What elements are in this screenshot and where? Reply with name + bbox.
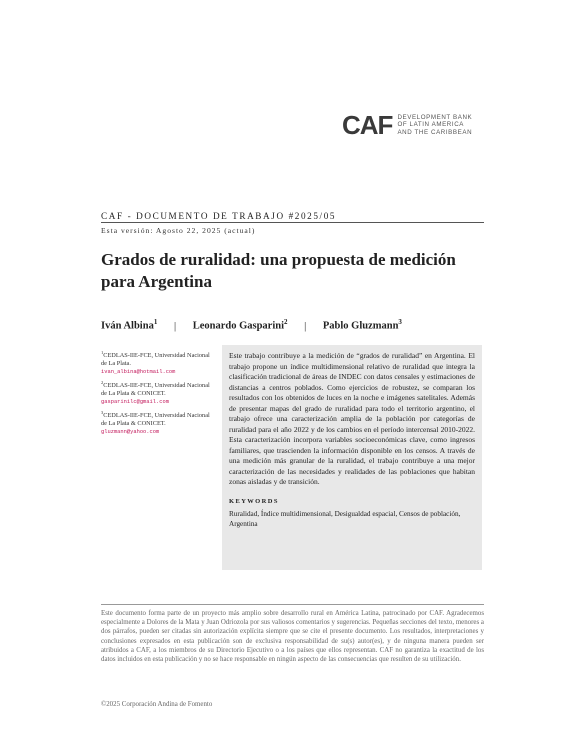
logo-line-1: DEVELOPMENT BANK bbox=[397, 113, 473, 121]
keywords-heading: KEYWORDS bbox=[229, 497, 279, 505]
author-sup: 3 bbox=[398, 318, 402, 326]
affiliation-item bbox=[101, 409, 216, 436]
affiliation-sup: 3 bbox=[101, 410, 104, 416]
version-date: Esta versión: Agosto 22, 2025 (actual) bbox=[101, 226, 256, 235]
affiliation-text: CEDLAS-IIE-FCE, Universidad Nacional de La Plata. bbox=[101, 352, 210, 368]
affiliation-sup: 1 bbox=[101, 350, 104, 355]
document-series: CAF - DOCUMENTO DE TRABAJO #2025/05 bbox=[101, 211, 337, 221]
logo-line-2: OF LATIN AMERICA bbox=[397, 121, 464, 129]
paper-title: Grados de ruralidad: una propuesta de medición para Argentina bbox=[101, 250, 456, 291]
author-sup: 2 bbox=[284, 318, 288, 326]
affiliation-email[interactable]: gasparinilc@gmail.com bbox=[101, 399, 169, 406]
caf-logo bbox=[342, 112, 472, 138]
header-divider bbox=[101, 222, 484, 223]
affiliations bbox=[101, 349, 216, 439]
caf-logo-mark: CAF bbox=[342, 110, 393, 140]
author-separator: | bbox=[173, 320, 177, 332]
copyright-notice: ©2025 Corporación Andina de Fomento bbox=[101, 701, 213, 708]
author-name: Pablo Gluzmann bbox=[322, 320, 399, 332]
abstract-box bbox=[222, 345, 482, 570]
affiliation-email[interactable]: gluzmann@yahoo.com bbox=[101, 429, 160, 436]
disclaimer-footnote: Este documento forma parte de un proyecto más amplio sobre desarrollo rural en América Latina, patrocinado por CAF. Agradecemos especialmente a Dolores de la Mata y Juan Odriozola por sus valiosos comentarios y sugerencias. Pequeñas secciones del texto, menores a dos párrafos, pueden ser citadas sin autorización explícita siempre que se cite el presente documento. Los resultados, interpretaciones y conclusiones expresados en esta publicación son de exclusiva responsabilidad de su(s) autor(es), y de ninguna manera pueden ser atribuidos a CAF, a los miembros de su Directorio Ejecutivo o a los países que ellos representan. CAF no garantiza la exactitud de los datos incluidos en esta publicación y no se hace responsable en ningún aspecto de las consecuencias que resulten de su utilización. bbox=[101, 610, 484, 664]
affiliation-sup: 2 bbox=[101, 380, 104, 386]
keywords-text: Ruralidad, Índice multidimensional, Desigualdad espacial, Censos de población, Argentina bbox=[229, 509, 461, 528]
affiliation-text: CEDLAS-IIE-FCE, Universidad Nacional de La Plata & CONICET. bbox=[101, 412, 210, 428]
affiliation-item bbox=[101, 349, 216, 376]
footnote-divider bbox=[101, 604, 484, 605]
abstract-text: Este trabajo contribuye a la medición de “grados de ruralidad” en Argentina. El trabajo propone un índice multidimensional relativo de ruralidad que integra la clasificación tradicional de áreas de INDEC con datos censales y estimaciones de distancias a centros poblados. Como ejercicios de robustez, se comparan los resultados con los obtenidos de luces en la noche e imágenes satelitales. Además de presentar mapas del grado de ruralidad para todo el territorio argentino, el trabajo ofrece una caracterización amplia de la población por categorías de ruralidad para el año 2022 y de los cambios en el período intercensal 2010-2022. Esta caracterización incorpora variables socioeconómicas clave, como ingresos familiares, que trascienden la información disponible en los censos. A través de una medición más granular de la ruralidad, el trabajo contribuye a una mejor caracterización de las necesidades y realidades de las poblaciones que habitan zonas aisladas y de transición. bbox=[229, 351, 475, 486]
caf-logo-text bbox=[397, 114, 472, 137]
author-list bbox=[101, 318, 402, 332]
author-name: Leonardo Gasparini bbox=[192, 320, 284, 332]
affiliation-email[interactable]: ivan_albina@hotmail.com bbox=[101, 369, 176, 376]
affiliation-item bbox=[101, 379, 216, 406]
logo-line-3: AND THE CARIBBEAN bbox=[397, 128, 473, 136]
author-separator: | bbox=[304, 320, 307, 332]
author-name: Iván Albina bbox=[101, 320, 154, 332]
affiliation-text: CEDLAS-IIE-FCE, Universidad Nacional de La Plata & CONICET. bbox=[101, 382, 210, 398]
author-sup: 1 bbox=[153, 318, 158, 326]
